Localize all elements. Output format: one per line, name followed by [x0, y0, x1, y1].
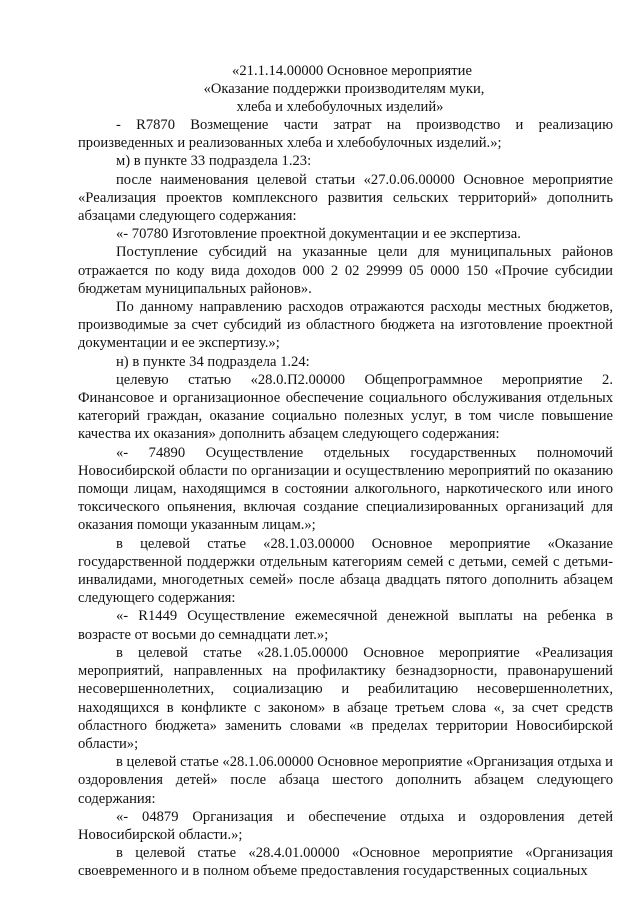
paragraph: н) в пункте 34 подраздела 1.24:	[116, 353, 310, 370]
paragraph: «- 70780 Изготовление проектной документации и ее экспертиза.	[116, 226, 521, 243]
paragraph: Поступление субсидий на указанные цели для муниципальных районов отражается по коду вида доходов 000 2 02 29999 05 0000 150 «Прочие субсидии бюджетам муниципальных районов».	[78, 244, 613, 297]
paragraph: после наименования целевой статьи «27.0.06.00000 Основное мероприятие «Реализация проектов комплексного развития сельских территорий» дополнить абзацами следующего содержания:	[78, 171, 613, 225]
paragraph: м) в пункте 33 подраздела 1.23:	[116, 153, 312, 170]
paragraph: в целевой статье «28.1.03.00000 Основное мероприятие «Оказание государственной поддержки отдельным категориям семей с детьми, семей с детьми-инвалидами, многодетных семей» после абзаца двадцать пятого дополнить абзацем следующего содержания:	[78, 535, 613, 607]
paragraph: в целевой статье «28.4.01.00000 «Основное мероприятие «Организация своевременного и в полном объеме предоставления государственных социальных	[78, 845, 613, 880]
heading-line-1: «21.1.14.00000 Основное мероприятие	[232, 63, 472, 79]
paragraph: «- R1449 Осуществление ежемесячной денежной выплаты на ребенка в возрасте от восьми до семнадцати лет.»;	[78, 608, 613, 643]
document-body	[78, 116, 613, 881]
paragraph: в целевой статье «28.1.06.00000 Основное мероприятие «Организация отдыха и оздоровления детей» после абзаца шестого дополнить абзацем следующего содержания:	[78, 754, 613, 807]
paragraph: - R7870 Возмещение части затрат на производство и реализацию произведенных и реализованных хлеба и хлебобулочных изделий.»;	[78, 117, 613, 152]
heading-line-2: «Оказание поддержки производителям муки,	[203, 81, 485, 98]
paragraph: По данному направлению расходов отражаются расходы местных бюджетов, производимые за счет субсидий из областного бюджета на изготовление проектной документации и ее экспертизу.»;	[78, 299, 613, 352]
heading-line-3: хлеба и хлебобулочных изделий»	[236, 99, 444, 116]
section-heading	[0, 62, 640, 117]
paragraph: «- 74890 Осуществление отдельных государственных полномочий Новосибирской области по организации и осуществлению мероприятий по оказанию помощи лицам, находящимся в состоянии алкогольного, наркотического или иного токсического опьянения, включая создание специализированных организаций для оказания помощи указанным лицам.»;	[78, 444, 613, 534]
paragraph: «- 04879 Организация и обеспечение отдыха и оздоровления детей Новосибирской области.»;	[78, 808, 613, 843]
paragraph: целевую статью «28.0.П2.00000 Общепрограммное мероприятие 2. Финансовое и организационное обеспечение социального обслуживания отдельных категорий граждан, оказание социально полезных услуг, в том числе повышение качества их оказания» дополнить абзацем следующего содержания:	[78, 371, 613, 443]
paragraph: в целевой статье «28.1.05.00000 Основное мероприятие «Реализация мероприятий, направленных на профилактику безнадзорности, правонарушений несовершеннолетних, социализацию и реабилитацию несовершеннолетних, находящихся в конфликте с законом» в абзаце третьем слова «, за счет средств областного бюджета» заменить словами «в пределах территории Новосибирской области»;	[78, 644, 613, 752]
